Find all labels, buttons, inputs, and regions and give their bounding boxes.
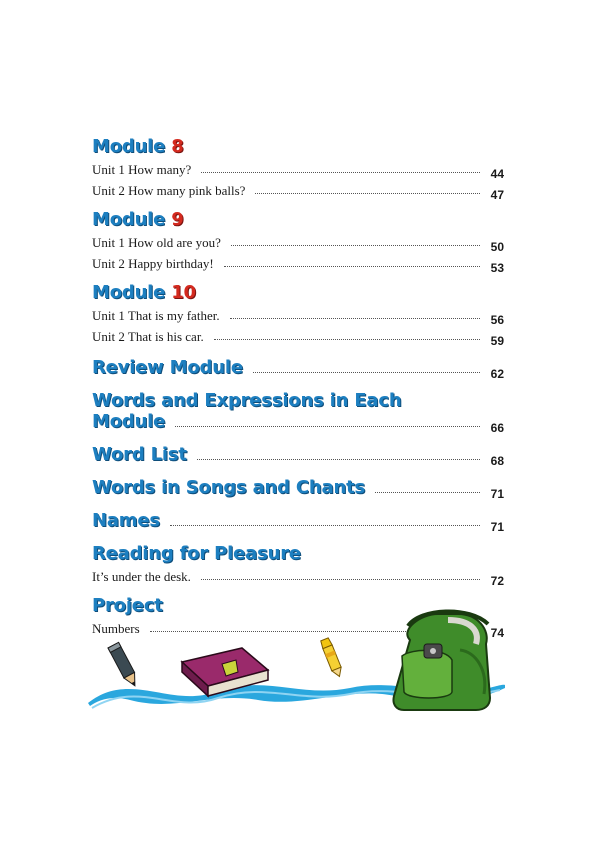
dot-leader (255, 193, 480, 194)
page-number: 71 (490, 520, 504, 534)
page-number: 44 (490, 167, 504, 181)
dot-leader (201, 579, 480, 580)
toc-entry[interactable] (92, 251, 504, 275)
section-title-line1: Words and Expressions in Each (92, 390, 402, 411)
entry-label: Unit 2 That is his car. (92, 329, 204, 344)
dot-leader (230, 318, 480, 319)
toc-section-words-expressions[interactable] (92, 411, 504, 435)
toc-section-songs[interactable] (92, 477, 504, 501)
entry-label: Unit 1 How old are you? (92, 235, 221, 250)
section-title: Words in Songs and Chants (92, 477, 365, 498)
backpack-icon (393, 611, 490, 710)
dot-leader (197, 459, 480, 460)
dot-leader (375, 492, 480, 493)
page-number: 66 (490, 421, 504, 435)
dot-leader (231, 245, 480, 246)
page-number: 53 (490, 261, 504, 275)
table-of-contents (92, 136, 504, 640)
page-number: 50 (490, 240, 504, 254)
dot-leader (224, 266, 480, 267)
entry-label: Numbers (92, 621, 140, 636)
module-word: Module (92, 136, 166, 157)
entry-label: Unit 1 That is my father. (92, 308, 220, 323)
page-number: 56 (490, 313, 504, 327)
toc-entry[interactable] (92, 303, 504, 327)
dot-leader (214, 339, 480, 340)
module-word: Module (92, 209, 166, 230)
page-number: 72 (490, 574, 504, 588)
section-title: Names (92, 510, 160, 531)
section-title: Review Module (92, 357, 243, 378)
module-10-heading (92, 282, 504, 303)
dot-leader (253, 372, 480, 373)
pencil-icon (108, 642, 140, 688)
section-title-line2: Module (92, 411, 166, 432)
module-word: Module (92, 282, 166, 303)
module-8-heading (92, 136, 504, 157)
toc-entry[interactable] (92, 157, 504, 181)
toc-entry[interactable] (92, 230, 504, 254)
section-title-project: Project (92, 595, 163, 616)
entry-label: Unit 2 How many pink balls? (92, 183, 246, 198)
module-number: 9 (171, 209, 184, 230)
dot-leader (201, 172, 480, 173)
toc-entry[interactable] (92, 178, 504, 202)
toc-entry[interactable] (92, 564, 504, 588)
module-number: 10 (171, 282, 196, 303)
module-9-heading (92, 209, 504, 230)
dot-leader (175, 426, 480, 427)
entry-label: Unit 1 How many? (92, 162, 192, 177)
section-title: Word List (92, 444, 187, 465)
section-title-reading: Reading for Pleasure (92, 543, 301, 564)
page-number: 68 (490, 454, 504, 468)
toc-section-names[interactable] (92, 510, 504, 534)
toc-section-review[interactable] (92, 357, 504, 381)
page-number: 62 (490, 367, 504, 381)
page-number: 74 (490, 626, 504, 640)
toc-entry[interactable] (92, 324, 504, 348)
toc-section-word-list[interactable] (92, 444, 504, 468)
entry-label: Unit 2 Happy birthday! (92, 256, 214, 271)
dot-leader (170, 525, 480, 526)
page-number: 47 (490, 188, 504, 202)
page-number: 71 (490, 487, 504, 501)
module-number: 8 (171, 136, 184, 157)
crayon-icon (320, 638, 344, 679)
page-number: 59 (490, 334, 504, 348)
entry-label: It’s under the desk. (92, 569, 191, 584)
decoration-art (0, 600, 595, 720)
